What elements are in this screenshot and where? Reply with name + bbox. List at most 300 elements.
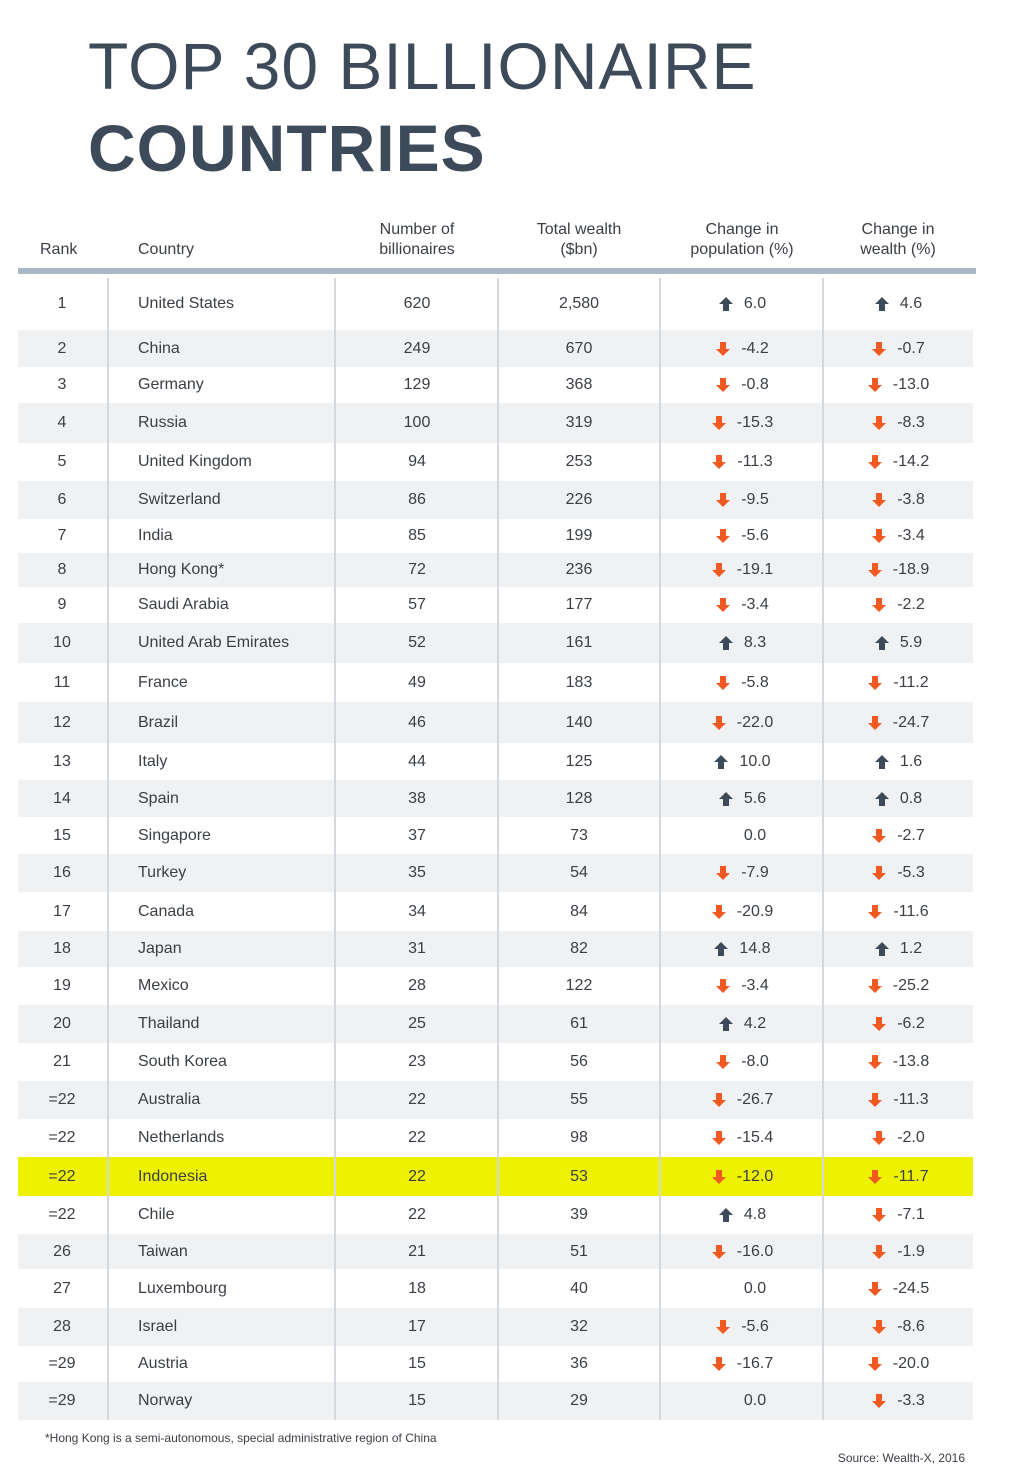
table-row <box>18 481 973 519</box>
country-cell: Spain <box>138 789 179 807</box>
billionaires-cell: 85 <box>408 527 426 544</box>
arrow-up-icon <box>874 791 890 807</box>
rank-cell: 12 <box>53 713 71 731</box>
header-country: Country <box>138 241 195 258</box>
pop-value: 4.8 <box>743 1206 767 1223</box>
cw-value: -2.7 <box>897 826 925 844</box>
header-num-line1: Number of <box>379 221 455 238</box>
column-divider <box>334 278 336 1420</box>
population-change-cell <box>661 743 823 780</box>
total-wealth-cell: 368 <box>565 376 593 393</box>
wealth-change-cell <box>823 443 973 481</box>
population-change-cell <box>661 481 823 519</box>
cw-value: -7.1 <box>897 1206 925 1223</box>
table-row <box>18 1234 973 1269</box>
table-row <box>18 553 973 587</box>
header-pop-line1: Change in <box>705 221 779 238</box>
wealth-change-cell <box>823 892 973 931</box>
population-change-cell <box>661 1308 823 1346</box>
rank-cell: 5 <box>57 453 67 470</box>
population-change-cell <box>661 702 823 743</box>
cw-value: 4.6 <box>899 295 923 312</box>
arrow-down-icon <box>867 377 883 393</box>
table-row <box>18 1346 973 1382</box>
arrow-down-icon <box>715 1319 731 1335</box>
population-change-cell <box>661 278 823 330</box>
rank-cell: 16 <box>53 864 71 881</box>
billionaires-cell: 17 <box>408 1318 426 1335</box>
country-cell: China <box>138 339 180 357</box>
arrow-down-icon <box>715 675 731 691</box>
total-wealth-cell: 84 <box>570 902 588 920</box>
population-change-cell <box>661 330 823 367</box>
wealth-change-cell <box>823 1043 973 1081</box>
country-cell: Thailand <box>138 1015 200 1032</box>
population-change-cell <box>661 854 823 892</box>
pop-value: 8.3 <box>743 634 767 651</box>
pop-value: 0.0 <box>743 1279 767 1297</box>
table-row <box>18 1196 973 1234</box>
population-change-cell <box>661 1043 823 1081</box>
population-change-cell <box>661 1005 823 1043</box>
table-row <box>18 780 973 817</box>
country-cell: France <box>138 673 188 691</box>
arrow-down-icon <box>711 1092 727 1108</box>
pop-value: -5.6 <box>741 527 769 544</box>
cw-value: -11.2 <box>893 673 929 691</box>
wealth-change-cell <box>823 1157 973 1196</box>
pop-value: 0.0 <box>743 826 767 844</box>
wealth-change-cell <box>823 481 973 519</box>
wealth-change-cell <box>823 663 973 702</box>
page-title-line2: COUNTRIES <box>88 111 486 185</box>
wealth-change-cell <box>823 702 973 743</box>
pop-value: -8.0 <box>741 1053 769 1070</box>
total-wealth-cell: 236 <box>565 561 593 578</box>
rank-cell: 8 <box>57 561 67 578</box>
pop-value: -0.8 <box>741 376 769 393</box>
table-row <box>18 623 973 663</box>
total-wealth-cell: 54 <box>570 864 588 881</box>
population-change-cell <box>661 1196 823 1234</box>
pop-value: -4.2 <box>741 339 769 357</box>
country-cell: Taiwan <box>138 1242 188 1260</box>
arrow-down-icon <box>871 865 887 881</box>
arrow-down-icon <box>867 675 883 691</box>
cw-value: -8.3 <box>897 414 925 431</box>
cw-value: -3.8 <box>897 491 925 508</box>
billionaires-cell: 22 <box>408 1167 426 1185</box>
arrow-down-icon <box>867 454 883 470</box>
arrow-down-icon <box>867 904 883 920</box>
rank-cell: 13 <box>53 752 71 770</box>
arrow-down-icon <box>711 1244 727 1260</box>
arrow-down-icon <box>867 1281 883 1297</box>
arrow-up-icon <box>874 941 890 957</box>
pop-value: -16.0 <box>736 1242 774 1260</box>
rank-cell: 10 <box>53 634 71 651</box>
total-wealth-cell: 2,580 <box>558 295 600 312</box>
pop-value: 4.2 <box>743 1015 767 1032</box>
rank-cell: 18 <box>53 940 71 957</box>
table-row <box>18 587 973 623</box>
billionaires-cell: 44 <box>408 752 426 770</box>
pop-value: -3.4 <box>741 596 769 613</box>
table-row <box>18 1005 973 1043</box>
column-divider <box>822 278 824 1420</box>
wealth-change-cell <box>823 931 973 967</box>
pop-value: -19.1 <box>736 561 774 578</box>
rank-cell: =22 <box>48 1206 76 1223</box>
header-change-wealth <box>823 220 973 260</box>
table-row <box>18 702 973 743</box>
rank-cell: 1 <box>57 295 67 312</box>
billionaires-cell: 72 <box>408 561 426 578</box>
arrow-down-icon <box>871 1130 887 1146</box>
total-wealth-cell: 39 <box>570 1206 588 1223</box>
total-wealth-cell: 32 <box>570 1318 588 1335</box>
total-wealth-cell: 82 <box>570 940 588 957</box>
rank-cell: 15 <box>53 826 71 844</box>
country-cell: Italy <box>138 752 168 770</box>
rank-cell: =29 <box>48 1392 76 1409</box>
country-cell: South Korea <box>138 1053 227 1070</box>
table-row <box>18 278 973 330</box>
arrow-down-icon <box>715 978 731 994</box>
rank-cell: 6 <box>57 491 67 508</box>
header-change-population <box>661 220 823 260</box>
arrow-up-icon <box>718 296 734 312</box>
arrow-up-icon <box>718 791 734 807</box>
population-change-cell <box>661 1346 823 1382</box>
billionaires-cell: 52 <box>408 634 426 651</box>
total-wealth-cell: 53 <box>570 1167 588 1185</box>
wealth-change-cell <box>823 854 973 892</box>
header-cw-line2: wealth (%) <box>860 241 936 258</box>
wealth-change-cell <box>823 1308 973 1346</box>
country-cell: India <box>138 527 173 544</box>
total-wealth-cell: 40 <box>570 1279 588 1297</box>
arrow-down-icon <box>867 715 883 731</box>
population-change-cell <box>661 623 823 663</box>
page-title-line1: TOP 30 BILLIONAIRE <box>88 29 757 103</box>
total-wealth-cell: 128 <box>565 789 593 807</box>
rank-cell: =29 <box>48 1355 76 1372</box>
arrow-down-icon <box>711 415 727 431</box>
arrow-down-icon <box>867 1356 883 1372</box>
rank-cell: 28 <box>53 1318 71 1335</box>
cw-value: 1.6 <box>899 752 923 770</box>
cw-value: -24.5 <box>892 1279 930 1297</box>
country-cell: Singapore <box>138 826 211 844</box>
pop-value: -20.9 <box>736 902 774 920</box>
arrow-down-icon <box>715 341 731 357</box>
country-cell: Australia <box>138 1091 201 1108</box>
arrow-down-icon <box>711 1130 727 1146</box>
arrow-down-icon <box>711 904 727 920</box>
table-row <box>18 443 973 481</box>
arrow-up-icon <box>713 941 729 957</box>
source-credit: Source: Wealth-X, 2016 <box>837 1451 965 1465</box>
arrow-down-icon <box>871 492 887 508</box>
table-row <box>18 743 973 780</box>
wealth-change-cell <box>823 1269 973 1308</box>
billionaires-cell: 249 <box>403 339 431 357</box>
cw-value: -3.3 <box>897 1392 925 1409</box>
header-cw-line1: Change in <box>861 221 935 238</box>
cw-value: -5.3 <box>897 864 925 881</box>
population-change-cell <box>661 1234 823 1269</box>
billionaires-cell: 100 <box>403 414 431 431</box>
cw-value: -6.2 <box>897 1015 925 1032</box>
wealth-change-cell <box>823 330 973 367</box>
pop-value: 6.0 <box>743 295 767 312</box>
table-row <box>18 1119 973 1157</box>
total-wealth-cell: 177 <box>565 596 593 613</box>
cw-value: -25.2 <box>892 977 930 994</box>
arrow-down-icon <box>871 528 887 544</box>
arrow-down-icon <box>711 715 727 731</box>
wealth-change-cell <box>823 1346 973 1382</box>
wealth-change-cell <box>823 367 973 403</box>
total-wealth-cell: 122 <box>565 977 593 994</box>
table-row <box>18 367 973 403</box>
wealth-change-cell <box>823 780 973 817</box>
table-row <box>18 1157 973 1196</box>
billionaires-cell: 129 <box>403 376 431 393</box>
country-cell: Mexico <box>138 977 189 994</box>
cw-value: -24.7 <box>892 713 930 731</box>
country-cell: Austria <box>138 1355 188 1372</box>
country-cell: Luxembourg <box>138 1279 227 1297</box>
billionaires-cell: 28 <box>408 977 426 994</box>
billionaires-cell: 620 <box>403 295 431 312</box>
pop-value: -15.4 <box>736 1129 774 1146</box>
pop-value: -7.9 <box>741 864 769 881</box>
population-change-cell <box>661 1081 823 1119</box>
header-wealth-line1: Total wealth <box>536 221 622 238</box>
wealth-change-cell <box>823 1119 973 1157</box>
cw-value: -13.0 <box>892 376 930 393</box>
billionaires-cell: 18 <box>408 1279 426 1297</box>
table-row <box>18 817 973 854</box>
billionaires-cell: 37 <box>408 826 426 844</box>
cw-value: -2.0 <box>897 1129 925 1146</box>
country-cell: Turkey <box>138 864 187 881</box>
rank-cell: 9 <box>57 596 67 613</box>
arrow-down-icon <box>711 1169 727 1185</box>
header-wealth-line2: ($bn) <box>560 241 598 258</box>
cw-value: -11.7 <box>893 1167 929 1185</box>
header-total-wealth <box>498 220 660 260</box>
billionaires-cell: 46 <box>408 713 426 731</box>
population-change-cell <box>661 1269 823 1308</box>
country-cell: Indonesia <box>138 1167 208 1185</box>
rank-cell: 19 <box>53 977 71 994</box>
billionaires-cell: 94 <box>408 453 426 470</box>
total-wealth-cell: 199 <box>565 527 593 544</box>
arrow-down-icon <box>715 377 731 393</box>
arrow-down-icon <box>715 865 731 881</box>
population-change-cell <box>661 967 823 1005</box>
table-row <box>18 1382 973 1420</box>
pop-value: 5.6 <box>743 789 767 807</box>
arrow-up-icon <box>874 296 890 312</box>
billionaires-cell: 49 <box>408 673 426 691</box>
wealth-change-cell <box>823 743 973 780</box>
total-wealth-cell: 61 <box>570 1015 588 1032</box>
population-change-cell <box>661 1119 823 1157</box>
table-row <box>18 330 973 367</box>
pop-value: -5.8 <box>741 673 769 691</box>
arrow-down-icon <box>871 341 887 357</box>
pop-value: 10.0 <box>739 752 771 770</box>
country-cell: Japan <box>138 940 182 957</box>
arrow-up-icon <box>718 1207 734 1223</box>
billionaires-cell: 86 <box>408 491 426 508</box>
country-cell: Netherlands <box>138 1129 225 1146</box>
table-row <box>18 519 973 553</box>
arrow-down-icon <box>867 562 883 578</box>
arrow-up-icon <box>713 754 729 770</box>
population-change-cell <box>661 403 823 443</box>
table-header <box>18 218 976 268</box>
pop-value: -9.5 <box>741 491 769 508</box>
wealth-change-cell <box>823 1005 973 1043</box>
pop-value: -12.0 <box>736 1167 774 1185</box>
total-wealth-cell: 36 <box>570 1355 588 1372</box>
wealth-change-cell <box>823 1081 973 1119</box>
cw-value: 0.8 <box>899 789 923 807</box>
total-wealth-cell: 29 <box>570 1392 588 1409</box>
rank-cell: 7 <box>57 527 67 544</box>
population-change-cell <box>661 553 823 587</box>
total-wealth-cell: 51 <box>570 1242 588 1260</box>
country-cell: Chile <box>138 1206 175 1223</box>
table-row <box>18 1308 973 1346</box>
country-cell: Germany <box>138 376 204 393</box>
table-row <box>18 967 973 1005</box>
arrow-up-icon <box>874 635 890 651</box>
header-num-line2: billionaires <box>379 241 455 258</box>
cw-value: -1.9 <box>897 1242 925 1260</box>
country-cell: Saudi Arabia <box>138 596 229 613</box>
billionaires-cell: 15 <box>408 1392 426 1409</box>
wealth-change-cell <box>823 967 973 1005</box>
arrow-down-icon <box>871 597 887 613</box>
population-change-cell <box>661 443 823 481</box>
total-wealth-cell: 161 <box>565 634 593 651</box>
pop-value: -15.3 <box>736 414 774 431</box>
column-divider <box>659 278 661 1420</box>
table-row <box>18 854 973 892</box>
total-wealth-cell: 670 <box>565 339 593 357</box>
header-num-billionaires <box>336 220 498 260</box>
wealth-change-cell <box>823 587 973 623</box>
billionaires-cell: 15 <box>408 1355 426 1372</box>
arrow-down-icon <box>715 528 731 544</box>
table-row <box>18 403 973 443</box>
billionaires-cell: 57 <box>408 596 426 613</box>
table-row <box>18 663 973 702</box>
billionaires-cell: 22 <box>408 1091 426 1108</box>
population-change-cell <box>661 587 823 623</box>
population-change-cell <box>661 931 823 967</box>
billionaires-cell: 35 <box>408 864 426 881</box>
billionaires-cell: 34 <box>408 902 426 920</box>
pop-value: 14.8 <box>739 940 771 957</box>
cw-value: -3.4 <box>897 527 925 544</box>
population-change-cell <box>661 663 823 702</box>
cw-value: 1.2 <box>899 940 923 957</box>
country-cell: Norway <box>138 1392 193 1409</box>
total-wealth-cell: 319 <box>565 414 593 431</box>
column-divider <box>107 278 109 1420</box>
table-row <box>18 1043 973 1081</box>
wealth-change-cell <box>823 1196 973 1234</box>
arrow-down-icon <box>871 415 887 431</box>
arrow-down-icon <box>867 1054 883 1070</box>
cw-value: -13.8 <box>892 1053 930 1070</box>
population-change-cell <box>661 780 823 817</box>
billionaires-cell: 25 <box>408 1015 426 1032</box>
pop-value: 0.0 <box>743 1392 767 1409</box>
population-change-cell <box>661 519 823 553</box>
wealth-change-cell <box>823 403 973 443</box>
pop-value: -16.7 <box>736 1355 774 1372</box>
rank-cell: 2 <box>57 339 67 357</box>
rank-cell: =22 <box>48 1091 76 1108</box>
total-wealth-cell: 55 <box>570 1091 588 1108</box>
pop-value: -26.7 <box>736 1091 774 1108</box>
table-row <box>18 1269 973 1308</box>
billionaires-cell: 21 <box>408 1242 426 1260</box>
rank-cell: 4 <box>57 414 67 431</box>
country-cell: Israel <box>138 1318 178 1335</box>
rank-cell: 14 <box>53 789 71 807</box>
total-wealth-cell: 98 <box>570 1129 588 1146</box>
arrow-up-icon <box>718 635 734 651</box>
table-row <box>18 892 973 931</box>
wealth-change-cell <box>823 1382 973 1420</box>
total-wealth-cell: 226 <box>565 491 593 508</box>
header-divider <box>18 268 976 274</box>
wealth-change-cell <box>823 817 973 854</box>
country-cell: Brazil <box>138 713 179 731</box>
total-wealth-cell: 56 <box>570 1053 588 1070</box>
country-cell: Russia <box>138 414 187 431</box>
country-cell: United States <box>138 295 235 312</box>
total-wealth-cell: 125 <box>565 752 593 770</box>
arrow-down-icon <box>871 1319 887 1335</box>
country-cell: United Arab Emirates <box>138 634 290 651</box>
cw-value: -0.7 <box>897 339 925 357</box>
footnote: *Hong Kong is a semi-autonomous, special administrative region of China <box>45 1431 437 1445</box>
country-cell: Switzerland <box>138 491 221 508</box>
country-cell: United Kingdom <box>138 453 252 470</box>
billionaires-cell: 22 <box>408 1206 426 1223</box>
population-change-cell <box>661 1382 823 1420</box>
wealth-change-cell <box>823 519 973 553</box>
rank-cell: 26 <box>53 1242 71 1260</box>
wealth-change-cell <box>823 623 973 663</box>
header-rank: Rank <box>40 241 78 258</box>
total-wealth-cell: 140 <box>565 713 593 731</box>
arrow-down-icon <box>867 1169 883 1185</box>
population-change-cell <box>661 817 823 854</box>
population-change-cell <box>661 367 823 403</box>
wealth-change-cell <box>823 1234 973 1269</box>
